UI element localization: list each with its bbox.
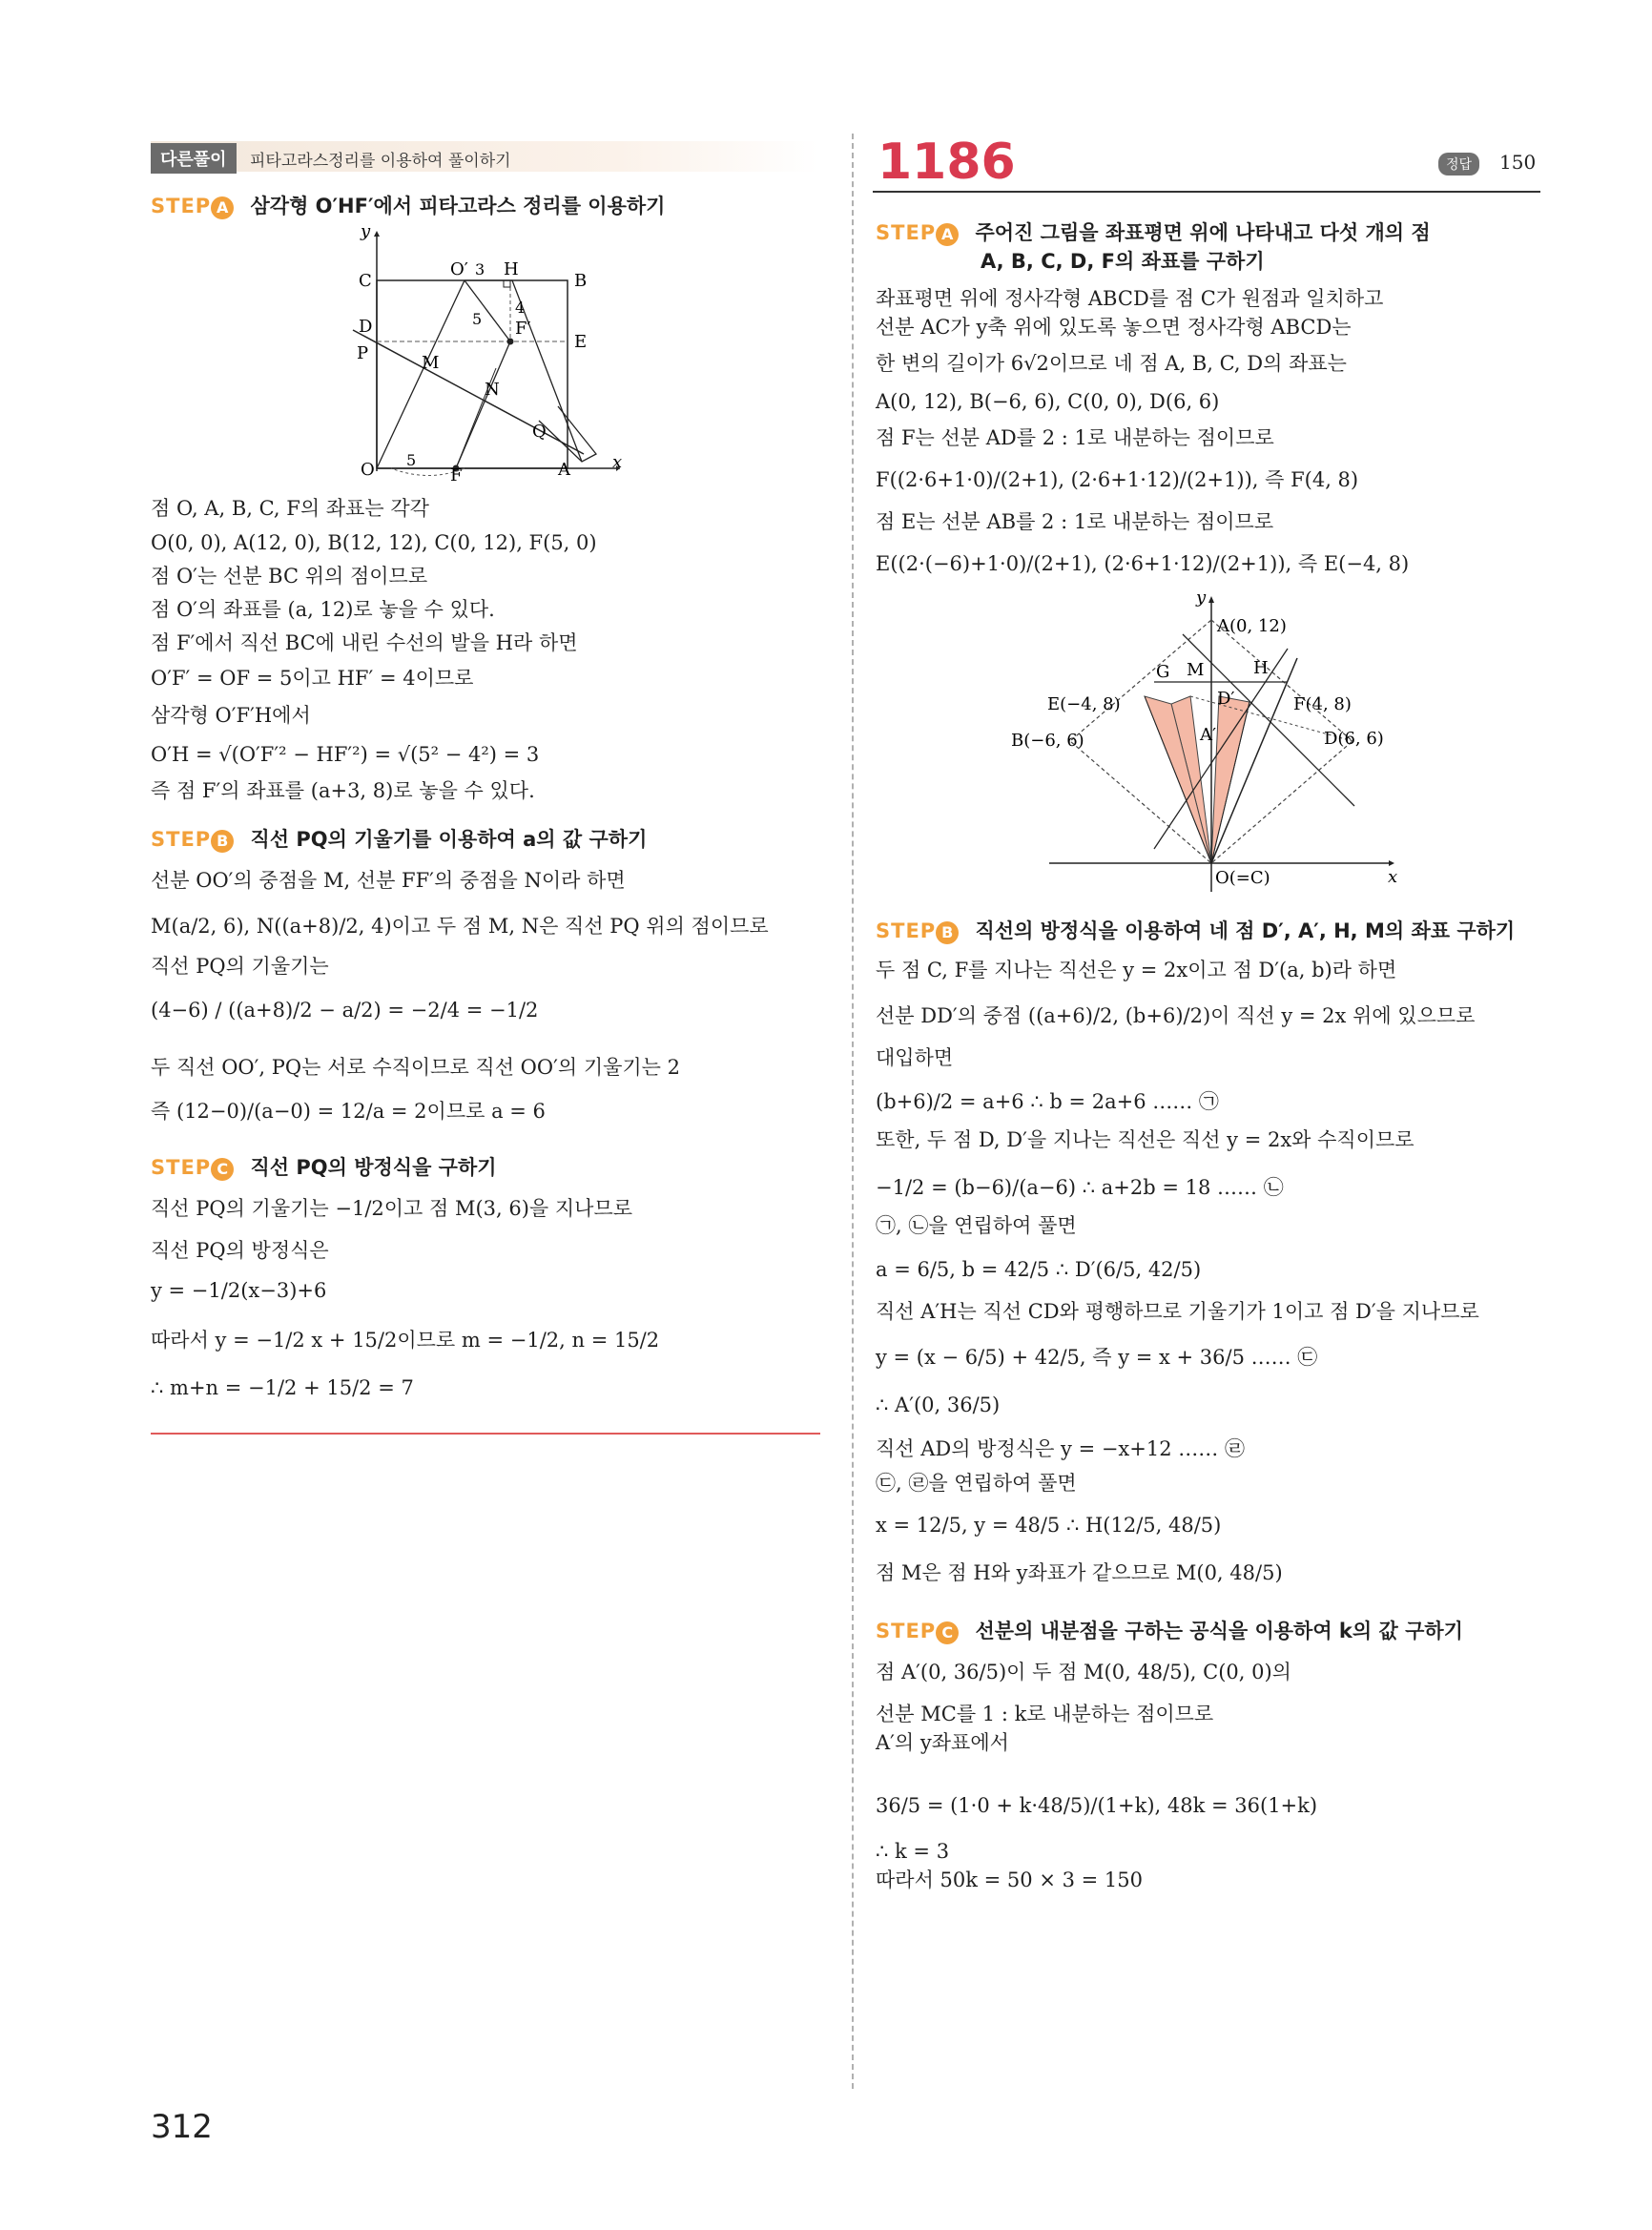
step-letter: B	[211, 830, 234, 853]
label-5a: 5	[472, 310, 483, 328]
step-tag: STEP	[876, 221, 937, 244]
label-fp: F′	[515, 319, 531, 339]
label-f: F(4, 8)	[1293, 694, 1352, 714]
right-c-line-2: 선분 MC를 1 : k로 내분하는 점이므로	[876, 1703, 1214, 1725]
segment-oop	[377, 280, 465, 468]
right-c-line-6: 따라서 50k = 50 × 3 = 150	[876, 1869, 1143, 1891]
step-letter: C	[936, 1621, 959, 1644]
step-tag: STEP	[876, 1620, 937, 1642]
label-a: A(0, 12)	[1217, 616, 1287, 636]
left-c-line-1: 직선 PQ의 기울기는 −1/2이고 점 M(3, 6)을 지나므로	[151, 1197, 633, 1220]
right-a-line-3: 한 변의 길이가 6√2이므로 네 점 A, B, C, D의 좌표는	[876, 352, 1347, 375]
label-op: O′	[450, 259, 468, 279]
left-line-8: O′H = √(O′F′² − HF′²) = √(5² − 4²) = 3	[151, 743, 540, 766]
left-step-a	[151, 191, 665, 219]
label-3: 3	[475, 260, 485, 279]
left-c-line-2: 직선 PQ의 방정식은	[151, 1239, 329, 1262]
right-a-line-5: 점 F는 선분 AD를 2 : 1로 내분하는 점이므로	[876, 426, 1274, 449]
right-b-line-6: −1/2 = (b−6)/(a−6) ∴ a+2b = 18 …… ㉡	[876, 1176, 1284, 1199]
left-b-line-5: 두 직선 OO′, PQ는 서로 수직이므로 직선 OO′의 기울기는 2	[151, 1056, 681, 1079]
alt-solution-title: 피타고라스정리를 이용하여 풀이하기	[250, 152, 511, 171]
left-line-2: O(0, 0), A(12, 0), B(12, 12), C(0, 12), F(5, 0)	[151, 531, 597, 554]
label-b: B(−6, 6)	[1011, 731, 1084, 751]
right-b-line-13: ㉢, ㉣을 연립하여 풀면	[876, 1472, 1077, 1495]
right-c-line-5: ∴ k = 3	[876, 1840, 950, 1863]
step-tag: STEP	[151, 828, 212, 851]
label-h: H	[504, 259, 519, 279]
right-a-line-6: F((2·6+1·0)/(2+1), (2·6+1·12)/(2+1)), 즉 F(4, 8)	[876, 468, 1359, 491]
right-a-line-4: A(0, 12), B(−6, 6), C(0, 0), D(6, 6)	[876, 390, 1220, 413]
section-end-rule	[151, 1433, 820, 1435]
answer-tag: 정답	[1438, 153, 1479, 176]
left-line-3: 점 O′는 선분 BC 위의 점이므로	[151, 565, 428, 588]
figure-square-coordinate	[1011, 591, 1412, 897]
right-step-b	[876, 916, 1515, 944]
label-x: x	[1388, 867, 1398, 887]
left-b-line-3: 직선 PQ의 기울기는	[151, 955, 329, 978]
left-step-c	[151, 1152, 497, 1181]
left-line-1: 점 O, A, B, C, F의 좌표는 각각	[151, 497, 429, 520]
left-c-line-3: y = −1/2(x−3)+6	[151, 1279, 327, 1302]
step-letter: B	[936, 921, 959, 944]
right-a-line-8: E((2·(−6)+1·0)/(2+1), (2·6+1·12)/(2+1)), 즉 E(−4, 8)	[876, 552, 1410, 575]
segment-fpf	[456, 341, 510, 468]
label-n: N	[485, 380, 500, 400]
label-f: F	[450, 465, 463, 483]
label-y: y	[361, 225, 371, 241]
right-a-line-2: 선분 AC가 y축 위에 있도록 놓으면 정사각형 ABCD는	[876, 316, 1352, 339]
label-4: 4	[515, 299, 526, 317]
label-a: A	[558, 460, 570, 480]
label-b: B	[574, 271, 588, 291]
right-b-line-12: 직선 AD의 방정식은 y = −x+12 …… ㉣	[876, 1437, 1245, 1460]
right-b-line-3: 대입하면	[876, 1046, 954, 1069]
label-c: C	[359, 271, 372, 291]
right-b-line-7: ㉠, ㉡을 연립하여 풀면	[876, 1214, 1077, 1237]
right-b-line-15: 점 M은 점 H와 y좌표가 같으므로 M(0, 48/5)	[876, 1561, 1283, 1584]
label-g: G	[1156, 662, 1170, 682]
label-m: M	[1187, 660, 1205, 680]
label-e: E(−4, 8)	[1047, 694, 1121, 714]
step-letter: A	[936, 223, 959, 246]
right-step-a-title2: A, B, C, D, F의 좌표를 구하기	[981, 250, 1265, 273]
line-pq	[353, 330, 584, 454]
right-a-line-1: 좌표평면 위에 정사각형 ABCD를 점 C가 원점과 일치하고	[876, 287, 1384, 310]
label-h: H	[1253, 658, 1269, 678]
left-line-4: 점 O′의 좌표를 (a, 12)로 놓을 수 있다.	[151, 598, 495, 621]
right-b-line-14: x = 12/5, y = 48/5 ∴ H(12/5, 48/5)	[876, 1514, 1222, 1537]
step-tag: STEP	[876, 919, 937, 942]
right-b-line-11: ∴ A′(0, 36/5)	[876, 1394, 1001, 1416]
left-c-line-4: 따라서 y = −1/2 x + 15/2이므로 m = −1/2, n = 15/2	[151, 1329, 660, 1352]
left-line-7: 삼각형 O′F′H에서	[151, 704, 311, 727]
left-step-b	[151, 824, 647, 853]
right-a-line-7: 점 E는 선분 AB를 2 : 1로 내분하는 점이므로	[876, 510, 1274, 533]
label-d: D(6, 6)	[1324, 729, 1384, 749]
label-y: y	[1196, 591, 1207, 608]
page-number: 312	[151, 2108, 213, 2146]
label-x: x	[612, 452, 623, 472]
step-title: 주어진 그림을 좌표평면 위에 나타내고 다섯 개의 점	[975, 221, 1431, 244]
left-b-line-2: M(a/2, 6), N((a+8)/2, 4)이고 두 점 M, N은 직선 PQ 위의 점이므로	[151, 915, 769, 938]
step-title: 삼각형 O′HF′에서 피타고라스 정리를 이용하기	[250, 195, 666, 217]
label-m: M	[422, 353, 440, 373]
column-divider	[852, 134, 854, 2089]
right-c-line-4: 36/5 = (1·0 + k·48/5)/(1+k), 48k = 36(1+k)	[876, 1794, 1318, 1817]
right-b-line-2: 선분 DD′의 중점 ((a+6)/2, (b+6)/2)이 직선 y = 2x 위에 있으므로	[876, 1004, 1476, 1027]
step-title: 직선 PQ의 기울기를 이용하여 a의 값 구하기	[250, 828, 648, 851]
label-ap: A′	[1200, 725, 1217, 745]
left-line-6: O′F′ = OF = 5이고 HF′ = 4이므로	[151, 667, 474, 690]
label-q: Q	[532, 422, 547, 442]
left-line-9: 즉 점 F′의 좌표를 (a+3, 8)로 놓을 수 있다.	[151, 779, 535, 802]
problem-number: 1186	[878, 134, 1016, 191]
answer-value: 150	[1499, 151, 1537, 174]
label-dp: D′	[1217, 689, 1235, 709]
step-title: 선분의 내분점을 구하는 공식을 이용하여 k의 값 구하기	[975, 1620, 1463, 1642]
step-title: 직선의 방정식을 이용하여 네 점 D′, A′, H, M의 좌표 구하기	[975, 919, 1516, 942]
right-b-line-5: 또한, 두 점 D, D′을 지나는 직선은 직선 y = 2x와 수직이므로	[876, 1128, 1415, 1151]
left-c-line-5: ∴ m+n = −1/2 + 15/2 = 7	[151, 1376, 414, 1399]
label-5b: 5	[406, 451, 417, 469]
step-letter: A	[211, 196, 234, 219]
alt-solution-tag: 다른풀이	[151, 143, 237, 174]
right-b-line-8: a = 6/5, b = 42/5 ∴ D′(6/5, 42/5)	[876, 1258, 1202, 1281]
right-b-line-4: (b+6)/2 = a+6 ∴ b = 2a+6 …… ㉠	[876, 1090, 1219, 1113]
right-b-line-10: y = (x − 6/5) + 42/5, 즉 y = x + 36/5 …… ㉢	[876, 1346, 1318, 1369]
right-c-line-3: A′의 y좌표에서	[876, 1731, 1009, 1754]
label-d: D	[359, 317, 373, 337]
left-b-line-4: (4−6) / ((a+8)/2 − a/2) = −2/4 = −1/2	[151, 999, 539, 1022]
label-o: O(=C)	[1215, 868, 1270, 888]
right-b-line-1: 두 점 C, F를 지나는 직선은 y = 2x이고 점 D′(a, b)라 하면	[876, 959, 1397, 981]
step-tag: STEP	[151, 1156, 212, 1179]
right-step-a	[876, 217, 1431, 246]
left-b-line-6: 즉 (12−0)/(a−0) = 12/a = 2이므로 a = 6	[151, 1100, 546, 1123]
figure-folded-square	[343, 225, 630, 483]
step-letter: C	[211, 1158, 234, 1181]
label-o: O	[361, 460, 375, 480]
step-tag: STEP	[151, 195, 212, 217]
step-title: 직선 PQ의 방정식을 구하기	[250, 1156, 497, 1179]
label-e: E	[574, 332, 588, 352]
right-b-line-9: 직선 A′H는 직선 CD와 평행하므로 기울기가 1이고 점 D′을 지나므로	[876, 1300, 1479, 1323]
left-line-5: 점 F′에서 직선 BC에 내린 수선의 발을 H라 하면	[151, 631, 578, 654]
right-step-c	[876, 1616, 1463, 1644]
label-p: P	[357, 343, 369, 363]
header-rule	[873, 191, 1540, 193]
right-c-line-1: 점 A′(0, 36/5)이 두 점 M(0, 48/5), C(0, 0)의	[876, 1661, 1291, 1683]
left-b-line-1: 선분 OO′의 중점을 M, 선분 FF′의 중점을 N이라 하면	[151, 869, 626, 892]
